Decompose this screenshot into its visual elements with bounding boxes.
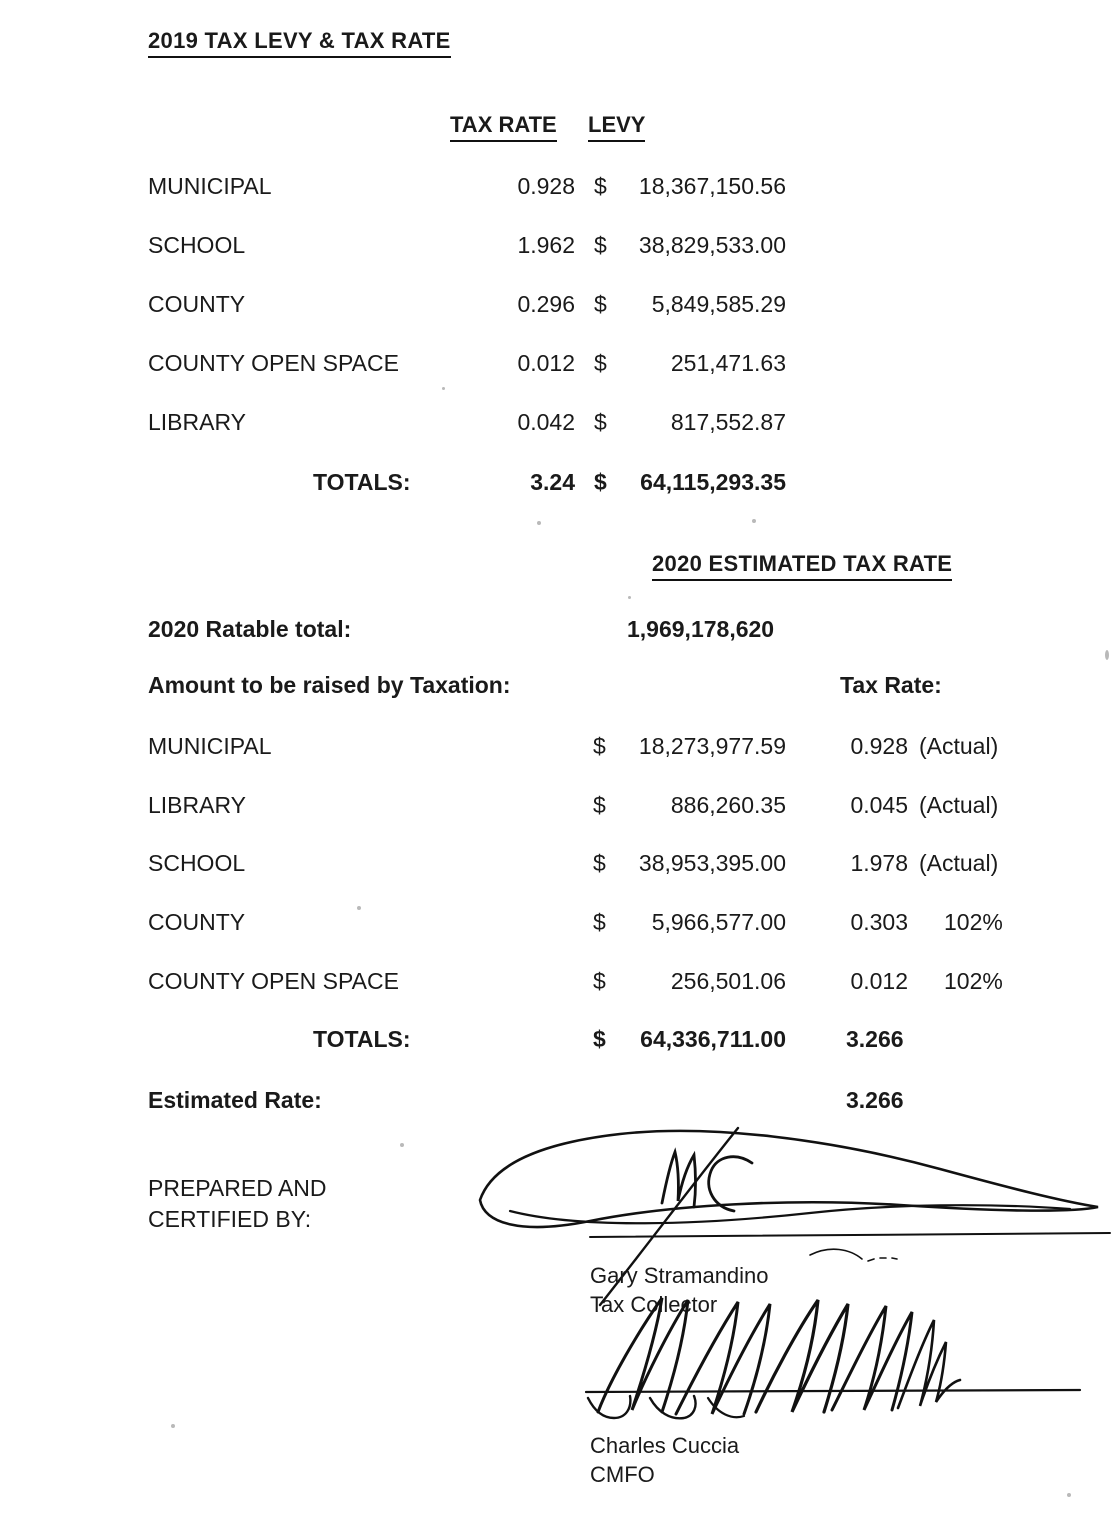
table-cell-tax-rate: 0.928 (850, 733, 908, 759)
scan-artifact (537, 521, 541, 525)
prepared-by-line-2: CERTIFIED BY: (148, 1206, 312, 1232)
totals-tax-rate: 3.266 (846, 1026, 904, 1052)
table-cell-tax-rate: 0.928 (517, 173, 575, 199)
scan-artifact (357, 906, 361, 910)
table-row-label: LIBRARY (148, 409, 247, 435)
page-title: 2019 TAX LEVY & TAX RATE (148, 28, 451, 58)
ratable-total-value: 1,969,178,620 (627, 616, 775, 642)
signer-name: Charles Cuccia (590, 1433, 740, 1458)
table-cell-tax-rate: 0.012 (517, 350, 575, 376)
table-cell-levy: 251,471.63 (670, 350, 786, 376)
currency-symbol: $ (593, 1026, 606, 1052)
table-row-label: COUNTY OPEN SPACE (148, 350, 399, 376)
table-cell-percent: 102% (944, 909, 1003, 935)
currency-symbol: $ (594, 173, 607, 199)
section-title-estimated-rate: 2020 ESTIMATED TAX RATE (652, 551, 952, 581)
currency-symbol: $ (593, 968, 606, 994)
signer-name: Gary Stramandino (590, 1263, 769, 1288)
signer-title: Tax Collector (590, 1292, 718, 1317)
table-row-label: COUNTY OPEN SPACE (148, 968, 399, 994)
currency-symbol: $ (594, 469, 607, 495)
currency-symbol: $ (593, 733, 606, 759)
estimated-rate-value: 3.266 (846, 1087, 904, 1113)
table-row-label: SCHOOL (148, 850, 246, 876)
currency-symbol: $ (594, 291, 607, 317)
table-cell-tax-rate: 0.296 (517, 291, 575, 317)
table-cell-amount: 38,953,395.00 (638, 850, 786, 876)
currency-symbol: $ (594, 350, 607, 376)
prepared-by-line-1: PREPARED AND (148, 1175, 327, 1201)
table-cell-amount: 18,273,977.59 (638, 733, 786, 759)
table-row-label: COUNTY (148, 291, 246, 317)
totals-label: TOTALS: (313, 469, 411, 495)
currency-symbol: $ (594, 409, 607, 435)
table-cell-levy: 5,849,585.29 (651, 291, 786, 317)
totals-amount: 64,336,711.00 (640, 1026, 786, 1052)
scan-artifact (1105, 650, 1109, 660)
scan-artifact (442, 387, 445, 390)
table-cell-amount: 256,501.06 (670, 968, 786, 994)
table-cell-tax-rate: 0.045 (850, 792, 908, 818)
scan-artifact (171, 1424, 175, 1428)
table-cell-percent: 102% (944, 968, 1003, 994)
amount-raised-label: Amount to be raised by Taxation: (148, 672, 511, 698)
table-cell-levy: 817,552.87 (670, 409, 786, 435)
signer-title: CMFO (590, 1462, 655, 1487)
totals-levy: 64,115,293.35 (640, 469, 786, 495)
currency-symbol: $ (593, 909, 606, 935)
table-row-label: MUNICIPAL (148, 173, 272, 199)
table-cell-tax-rate: 1.978 (850, 850, 908, 876)
table-cell-amount: 5,966,577.00 (651, 909, 786, 935)
scan-artifact (1067, 1493, 1071, 1497)
table-cell-levy: 38,829,533.00 (638, 232, 786, 258)
table-cell-note: (Actual) (919, 733, 999, 759)
column-header-levy: LEVY (588, 112, 645, 142)
ratable-total-label: 2020 Ratable total: (148, 616, 352, 642)
currency-symbol: $ (594, 232, 607, 258)
column-header-tax-rate-2: Tax Rate: (840, 672, 942, 698)
estimated-rate-label: Estimated Rate: (148, 1087, 322, 1113)
currency-symbol: $ (593, 850, 606, 876)
scan-artifact (752, 519, 756, 523)
table-cell-note: (Actual) (919, 850, 999, 876)
table-cell-note: (Actual) (919, 792, 999, 818)
scan-artifact (628, 596, 631, 599)
table-cell-tax-rate: 0.303 (850, 909, 908, 935)
table-row-label: LIBRARY (148, 792, 247, 818)
table-cell-levy: 18,367,150.56 (638, 173, 786, 199)
table-row-label: COUNTY (148, 909, 246, 935)
totals-tax-rate: 3.24 (530, 469, 575, 495)
currency-symbol: $ (593, 792, 606, 818)
table-cell-tax-rate: 1.962 (517, 232, 575, 258)
scan-artifact (400, 1143, 404, 1147)
totals-label: TOTALS: (313, 1026, 411, 1052)
signature-charles-cuccia (580, 1290, 1080, 1420)
signature-gary-stramandino (470, 1125, 1110, 1305)
table-row-label: MUNICIPAL (148, 733, 272, 759)
column-header-tax-rate: TAX RATE (450, 112, 557, 142)
table-row-label: SCHOOL (148, 232, 246, 258)
table-cell-tax-rate: 0.042 (517, 409, 575, 435)
table-cell-tax-rate: 0.012 (850, 968, 908, 994)
table-cell-amount: 886,260.35 (670, 792, 786, 818)
